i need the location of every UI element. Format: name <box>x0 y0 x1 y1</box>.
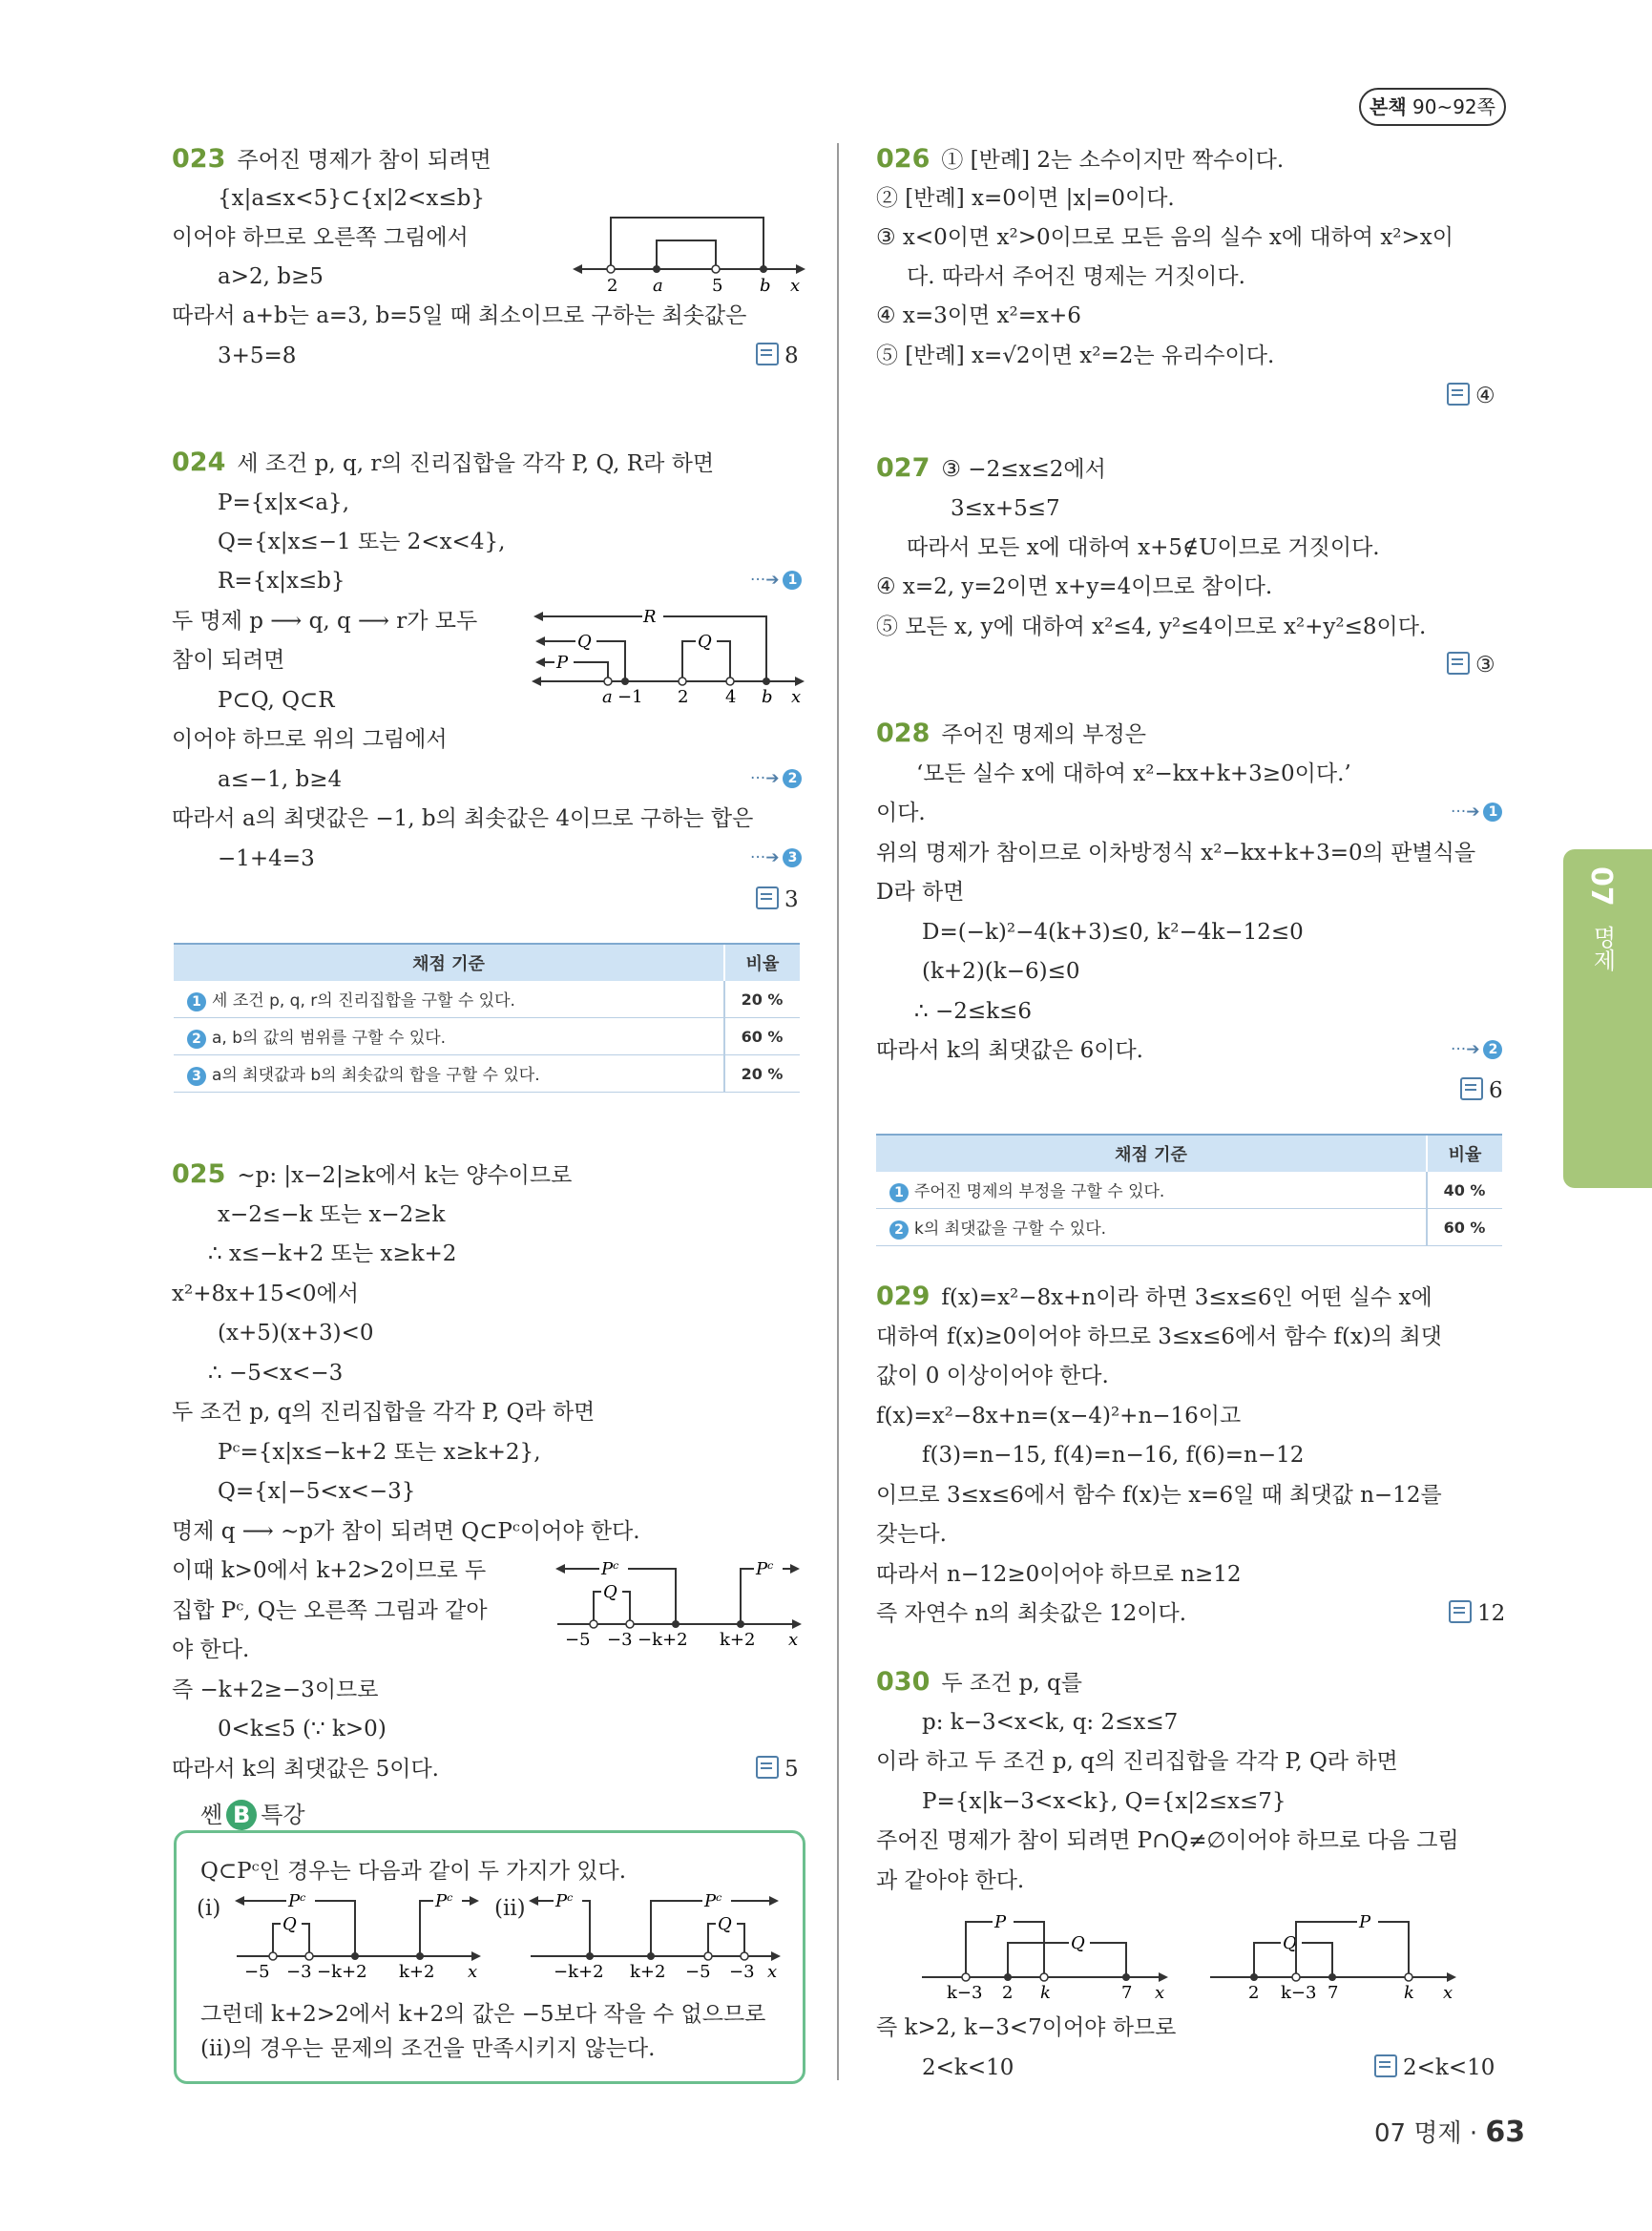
tip-line: 그런데 k+2>2에서 k+2의 값은 −5보다 작을 수 없으므로 <box>200 2002 766 2027</box>
tick-label: −5 <box>244 1962 270 1982</box>
line: x²+8x+15<0에서 <box>172 1282 359 1306</box>
page-reference-badge: 본책 90~92쪽 <box>1359 88 1506 126</box>
line: 명제 q ⟶ ∼p가 참이 되려면 Q⊂Pᶜ이어야 한다. <box>172 1519 640 1544</box>
tick-label: b <box>760 276 771 296</box>
line: 세 조건 p, q, r의 진리집합을 각각 P, Q, R라 하면 <box>237 451 715 476</box>
tick-label: a <box>653 276 663 296</box>
line: 0<k≤5 (∵ k>0) <box>218 1717 387 1741</box>
set-label: Q <box>577 632 592 652</box>
answer: 8 <box>756 340 799 372</box>
case-label: (ii) <box>494 1896 526 1921</box>
step-marker: ···➔ 1 <box>750 571 802 590</box>
tick-label: a <box>602 687 613 707</box>
tick-label: x <box>788 1630 799 1650</box>
problem-number: 029 <box>876 1282 931 1311</box>
line: 따라서 k의 최댓값은 5이다. <box>172 1757 439 1782</box>
answer-icon <box>1460 1077 1483 1100</box>
tick-label: 2 <box>678 687 689 707</box>
table-row: 1 세 조건 p, q, r의 진리집합을 구할 수 있다. 20 % <box>174 981 800 1018</box>
line: 위의 명제가 참이므로 이차방정식 x²−kx+k+3=0의 판별식을 <box>876 841 1476 865</box>
tip-line: (ii)의 경우는 문제의 조건을 만족시키지 않는다. <box>200 2036 656 2061</box>
chapter-number: 07 <box>1584 866 1618 907</box>
tip-diagram-case-ii <box>525 1889 792 1985</box>
line: ④ x=2, y=2이면 x+y=4이므로 참이다. <box>876 574 1273 599</box>
line: a≤−1, b≥4 <box>218 767 343 792</box>
tick-label: −3 <box>729 1962 755 1982</box>
tick-label: 2 <box>1248 1983 1260 2003</box>
line: f(x)=x²−8x+n=(x−4)²+n−16이고 <box>876 1404 1242 1428</box>
set-label: Pᶜ <box>435 1891 453 1911</box>
tick-label: k−3 <box>1281 1983 1317 2003</box>
answer-icon <box>1447 652 1470 675</box>
problem-number: 023 <box>172 144 226 174</box>
tip-box-title: 쎈 B 특강 <box>200 1802 305 1828</box>
step-marker: ···➔ 2 <box>750 769 802 788</box>
tick-label: −k+2 <box>638 1630 688 1650</box>
line: 3≤x+5≤7 <box>951 496 1060 521</box>
line: 집합 Pᶜ, Q는 오른쪽 그림과 같아 <box>172 1598 488 1623</box>
tick-label: −3 <box>607 1630 633 1650</box>
line: D라 하면 <box>876 880 965 905</box>
line: 두 조건 p, q의 진리집합을 각각 P, Q라 하면 <box>172 1400 596 1425</box>
case-label: (i) <box>197 1896 221 1921</box>
page-footer <box>1374 2114 1525 2149</box>
answer-icon <box>1447 383 1470 406</box>
tick-label: k <box>1404 1983 1414 2003</box>
set-label: P <box>556 653 569 673</box>
tick-label: k−3 <box>947 1983 983 2003</box>
number-line-diagram-2 <box>1204 1908 1467 2004</box>
answer: 12 <box>1449 1597 1505 1630</box>
line: ⑤ 모든 x, y에 대하여 x²≤4, y²≤4이므로 x²+y²≤8이다. <box>876 615 1427 639</box>
line: ③ x<0이면 x²>0이므로 모든 음의 실수 x에 대하여 x²>x이 <box>876 225 1453 250</box>
line: a>2, b≥5 <box>218 264 324 289</box>
line: P⊂Q, Q⊂R <box>218 688 335 713</box>
page-number: 63 <box>1485 2116 1526 2149</box>
problem-number: 028 <box>876 719 931 748</box>
line: ① [반례] 2는 소수이지만 짝수이다. <box>941 148 1285 173</box>
column-header: 채점 기준 <box>876 1135 1427 1172</box>
line: 즉 k>2, k−3<7이어야 하므로 <box>876 2015 1177 2040</box>
scoring-criteria-table <box>876 1134 1502 1246</box>
set-label: R <box>643 607 657 627</box>
line: P={x|x<a}, <box>218 490 349 515</box>
tick-label: −k+2 <box>317 1962 367 1982</box>
chapter-side-tab[interactable] <box>1563 849 1652 1188</box>
column-header: 비율 <box>1427 1135 1502 1172</box>
line: ∼p: |x−2|≥k에서 k는 양수이므로 <box>237 1163 573 1188</box>
line: 2<k<10 <box>922 2055 1014 2080</box>
set-label: P <box>994 1912 1007 1932</box>
tip-diagram-case-i <box>231 1889 491 1985</box>
tick-label: 2 <box>607 276 618 296</box>
tick-label: 5 <box>712 276 723 296</box>
line: 이어야 하므로 오른쪽 그림에서 <box>172 225 469 250</box>
set-label: Q <box>698 632 712 652</box>
line: Q={x|−5<x<−3} <box>218 1479 416 1504</box>
set-label: Q <box>282 1914 297 1934</box>
tick-label: x <box>468 1962 478 1982</box>
line: 이다. <box>876 801 926 825</box>
answer-icon <box>1449 1600 1472 1623</box>
tick-label: −1 <box>617 687 643 707</box>
answer-icon <box>756 1756 779 1779</box>
number-line-diagram <box>573 210 811 296</box>
line: R={x|x≤b} <box>218 569 345 594</box>
line: 두 명제 p ⟶ q, q ⟶ r가 모두 <box>172 609 478 634</box>
set-label: Q <box>603 1582 617 1602</box>
answer: 6 <box>1460 1074 1503 1107</box>
answer: ③ <box>1447 649 1495 681</box>
tick-label: x <box>790 276 801 296</box>
answer: 3 <box>756 884 799 916</box>
line: 이때 k>0에서 k+2>2이므로 두 <box>172 1558 487 1583</box>
answer-icon <box>756 886 779 909</box>
answer: 2<k<10 <box>1374 2052 1495 2084</box>
table-row: 2 k의 최댓값을 구할 수 있다. 60 % <box>876 1209 1502 1246</box>
problem-number: 025 <box>172 1159 226 1189</box>
tick-label: x <box>791 687 802 707</box>
tick-label: k+2 <box>720 1630 756 1650</box>
tick-label: k <box>1040 1983 1051 2003</box>
set-label: Pᶜ <box>704 1891 722 1911</box>
line: D=(−k)²−4(k+3)≤0, k²−4k−12≤0 <box>922 920 1304 945</box>
line: Pᶜ={x|x≤−k+2 또는 x≥k+2}, <box>218 1440 541 1465</box>
line: 대하여 f(x)≥0이어야 하므로 3≤x≤6에서 함수 f(x)의 최댓 <box>876 1324 1442 1349</box>
line: 주어진 명제가 참이 되려면 <box>237 148 491 173</box>
tick-label: −3 <box>286 1962 312 1982</box>
line: 값이 0 이상이어야 한다. <box>876 1364 1109 1388</box>
chapter-label: 명제 <box>1589 926 1616 971</box>
tip-line: Q⊂Pᶜ인 경우는 다음과 같이 두 가지가 있다. <box>200 1859 627 1884</box>
number-line-diagram-1 <box>916 1908 1179 2004</box>
set-label: Pᶜ <box>555 1891 574 1911</box>
tick-label: x <box>767 1962 778 1982</box>
line: 주어진 명제의 부정은 <box>941 722 1146 747</box>
answer-icon <box>756 343 779 365</box>
tick-label: x <box>1443 1983 1453 2003</box>
set-label: Pᶜ <box>756 1559 774 1579</box>
step-marker: ···➔ 2 <box>1451 1040 1502 1059</box>
line: P={x|k−3<x<k}, Q={x|2≤x≤7} <box>922 1789 1286 1814</box>
line: 이어야 하므로 위의 그림에서 <box>172 727 448 752</box>
footer-chapter: 07 명제 · <box>1374 2119 1478 2148</box>
answer: ④ <box>1447 380 1495 412</box>
line: −1+4=3 <box>218 846 315 871</box>
line: 갖는다. <box>876 1522 947 1547</box>
column-divider <box>837 143 839 2080</box>
line: p: k−3<x<k, q: 2≤x≤7 <box>922 1710 1179 1735</box>
answer-icon <box>1374 2054 1397 2077</box>
line: 따라서 모든 x에 대하여 x+5∉U이므로 거짓이다. <box>907 535 1380 560</box>
tick-label: k+2 <box>399 1962 435 1982</box>
line: 참이 되려면 <box>172 648 285 673</box>
line: ④ x=3이면 x²=x+6 <box>876 303 1081 328</box>
set-label: Q <box>1071 1933 1085 1953</box>
line: x−2≤−k 또는 x−2≥k <box>218 1202 446 1227</box>
line: 다. 따라서 주어진 명제는 거짓이다. <box>907 264 1245 289</box>
line: 이므로 3≤x≤6에서 함수 f(x)는 x=6일 때 최댓값 n−12를 <box>876 1483 1442 1508</box>
line: ⑤ [반례] x=√2이면 x²=2는 유리수이다. <box>876 344 1275 368</box>
line: f(3)=n−15, f(4)=n−16, f(6)=n−12 <box>922 1443 1305 1468</box>
line: 따라서 n−12≥0이어야 하므로 n≥12 <box>876 1562 1242 1587</box>
line: 따라서 a+b는 a=3, b=5일 때 최소이므로 구하는 최솟값은 <box>172 303 747 328</box>
table-row: 2 a, b의 값의 범위를 구할 수 있다. 60 % <box>174 1018 800 1055</box>
line: 야 한다. <box>172 1637 250 1662</box>
tick-label: 4 <box>725 687 737 707</box>
tick-label: b <box>762 687 773 707</box>
problem-number: 026 <box>876 144 931 174</box>
tick-label: −5 <box>685 1962 711 1982</box>
line: ∴ −5<x<−3 <box>208 1361 344 1386</box>
line: 주어진 명제가 참이 되려면 P∩Q≠∅이어야 하므로 다음 그림 <box>876 1828 1459 1853</box>
tick-label: 7 <box>1328 1983 1339 2003</box>
line: 3+5=8 <box>218 344 297 368</box>
line: (k+2)(k−6)≤0 <box>922 959 1080 984</box>
problem-number: 024 <box>172 448 226 477</box>
set-label: Q <box>1283 1933 1297 1953</box>
line: ∴ x≤−k+2 또는 x≥k+2 <box>208 1241 457 1266</box>
line: ∴ −2≤k≤6 <box>914 999 1032 1024</box>
line: (x+5)(x+3)<0 <box>218 1321 374 1345</box>
line: 따라서 a의 최댓값은 −1, b의 최솟값은 4이므로 구하는 합은 <box>172 806 754 831</box>
set-label: Pᶜ <box>288 1891 306 1911</box>
line: 두 조건 p, q를 <box>941 1671 1082 1696</box>
table-row: 1 주어진 명제의 부정을 구할 수 있다. 40 % <box>876 1172 1502 1209</box>
tick-label: −5 <box>565 1630 591 1650</box>
line: 즉 자연수 n의 최솟값은 12이다. <box>876 1601 1187 1626</box>
number-line-diagram <box>552 1555 809 1651</box>
set-label: Q <box>718 1914 732 1934</box>
table-row: 3 a의 최댓값과 b의 최솟값의 합을 구할 수 있다. 20 % <box>174 1055 800 1093</box>
tick-label: k+2 <box>630 1962 666 1982</box>
set-label: Pᶜ <box>601 1559 619 1579</box>
tick-label: −k+2 <box>554 1962 604 1982</box>
number-line-diagram <box>530 603 811 710</box>
column-header: 채점 기준 <box>174 944 724 981</box>
line: ③ −2≤x≤2에서 <box>941 457 1106 482</box>
line: ② [반례] x=0이면 |x|=0이다. <box>876 186 1175 211</box>
problem-number: 030 <box>876 1667 931 1697</box>
line: Q={x|x≤−1 또는 2<x<4}, <box>218 530 506 554</box>
problem-number: 027 <box>876 453 931 483</box>
set-label: P <box>1359 1912 1371 1932</box>
line: 과 같아야 한다. <box>876 1868 1025 1893</box>
line: 따라서 k의 최댓값은 6이다. <box>876 1038 1143 1063</box>
scoring-criteria-table <box>174 943 800 1093</box>
tick-label: x <box>1155 1983 1165 2003</box>
column-header: 비율 <box>724 944 800 981</box>
step-marker: ···➔ 3 <box>750 848 802 867</box>
line: 즉 −k+2≥−3이므로 <box>172 1678 379 1702</box>
answer: 5 <box>756 1753 799 1785</box>
step-marker: ···➔ 1 <box>1451 803 1502 822</box>
tick-label: 7 <box>1121 1983 1133 2003</box>
tick-label: 2 <box>1002 1983 1014 2003</box>
line: {x|a≤x<5}⊂{x|2<x≤b} <box>218 186 485 211</box>
line: ‘모든 실수 x에 대하여 x²−kx+k+3≥0이다.’ <box>916 761 1351 786</box>
line: f(x)=x²−8x+n이라 하면 3≤x≤6인 어떤 실수 x에 <box>941 1285 1432 1310</box>
line: 이라 하고 두 조건 p, q의 진리집합을 각각 P, Q라 하면 <box>876 1749 1398 1774</box>
